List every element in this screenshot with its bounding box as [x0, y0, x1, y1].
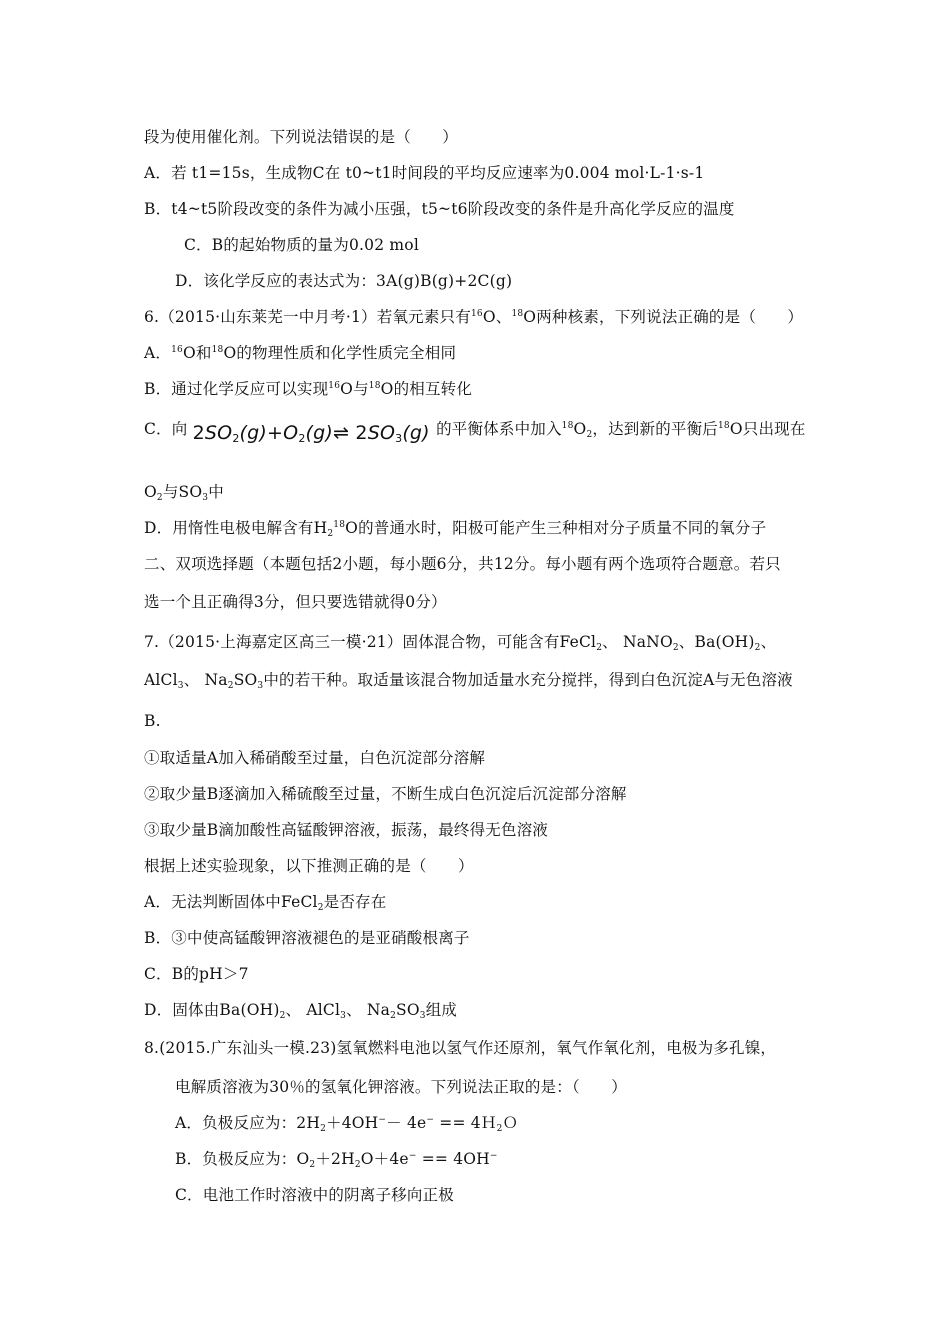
option-c: C．B的起始物质的量为0.02 mol: [184, 236, 419, 254]
option-c: C．向 $2SO_2(g)+O_2(g)\rightleftharpoons$ $2SO_3(g)$ 的平衡体系中加入$^{18}O_2$，达到新的平衡后$^{18}$O只出现在: [144, 420, 806, 445]
text-line: 选一个且正确得3分，但只要选错就得0分）: [144, 593, 447, 611]
experiment-step: ②取少量B逐滴加入稀硫酸至过量，不断生成白色沉淀后沉淀部分溶解: [144, 785, 627, 803]
option-a: A．$^{16}$O和$^{18}$O的物理性质和化学性质完全相同: [144, 344, 457, 362]
text-line: AlCl$_3$、 $Na_2SO_3$中的若干种。取适量该混合物加适量水充分搅拌，得到白色沉淀A与无色溶液: [144, 671, 793, 691]
option-a: A．无法判断固体中FeCl$_2$是否存在: [144, 893, 387, 913]
experiment-step: ①取适量A加入稀硝酸至过量，白色沉淀部分溶解: [144, 749, 486, 767]
option-d: D．固体由$Ba(OH)_2$、 AlCl$_3$、 $Na_2SO_3$组成: [144, 1001, 458, 1021]
text-line: B.: [144, 712, 161, 730]
option-a: A．若 t1=15s，生成物C在 t0~t1时间段的平均反应速率为0.004 mol·L-1·s-1: [144, 164, 705, 182]
section-heading: 二、双项选择题（本题包括2小题，每小题6分，共12分。每小题有两个选项符合题意。若只: [144, 555, 781, 573]
option-b: B．通过化学反应可以实现$^{16}$O与$^{18}$O的相互转化: [144, 380, 473, 398]
option-b: B．负极反应为：$O_2+2H_2O+4e^- == 4OH^-$: [175, 1150, 498, 1170]
experiment-step: ③取少量B滴加酸性高锰酸钾溶液，振荡，最终得无色溶液: [144, 821, 549, 839]
option-c: C．电池工作时溶液中的阴离子移向正极: [175, 1186, 454, 1204]
option-d: D．用惰性电极电解含有$H_2^{18}O$的普通水时，阳极可能产生三种相对分子质量不同的氧分子: [144, 519, 767, 539]
text-line: 段为使用催化剂。下列说法错误的是（ ）: [144, 128, 459, 146]
text-line: 电解质溶液为30％的氢氧化钾溶液。下列说法正取的是：（ ）: [175, 1078, 627, 1096]
text-line: $O_2$与$SO_3$中: [144, 483, 224, 503]
option-b: B．③中使高锰酸钾溶液褪色的是亚硝酸根离子: [144, 929, 470, 947]
question-6: 6.（2015·山东莱芜一中月考·1）若氧元素只有$^{16}$O、$^{18}$O两种核素，下列说法正确的是（ ）: [144, 308, 804, 326]
question-7: 7.（2015·上海嘉定区高三一模·21）固体混合物，可能含有FeCl$_2$、 NaNO$_2$、$Ba(OH)_2$、: [144, 633, 777, 653]
question-8: 8.(2015.广东汕头一模.23)氢氧燃料电池以氢气作还原剂，氧气作氧化剂，电极为多孔镍，: [144, 1039, 777, 1057]
option-b: B．t4~t5阶段改变的条件为减小压强，t5~t6阶段改变的条件是升高化学反应的温度: [144, 200, 735, 218]
option-a: A．负极反应为：$2H_2+4OH^-- 4e^-$ == 4Ｈ$_2$Ｏ: [175, 1114, 519, 1134]
option-c: C．B的pH＞7: [144, 965, 249, 983]
text-line: 根据上述实验现象，以下推测正确的是（ ）: [144, 857, 474, 875]
option-d: D．该化学反应的表达式为：3A(g)B(g)+2C(g): [175, 272, 513, 290]
equilibrium-equation: $2SO_2(g)+O_2(g)\rightleftharpoons$ $2SO_3(g)$: [192, 422, 430, 445]
